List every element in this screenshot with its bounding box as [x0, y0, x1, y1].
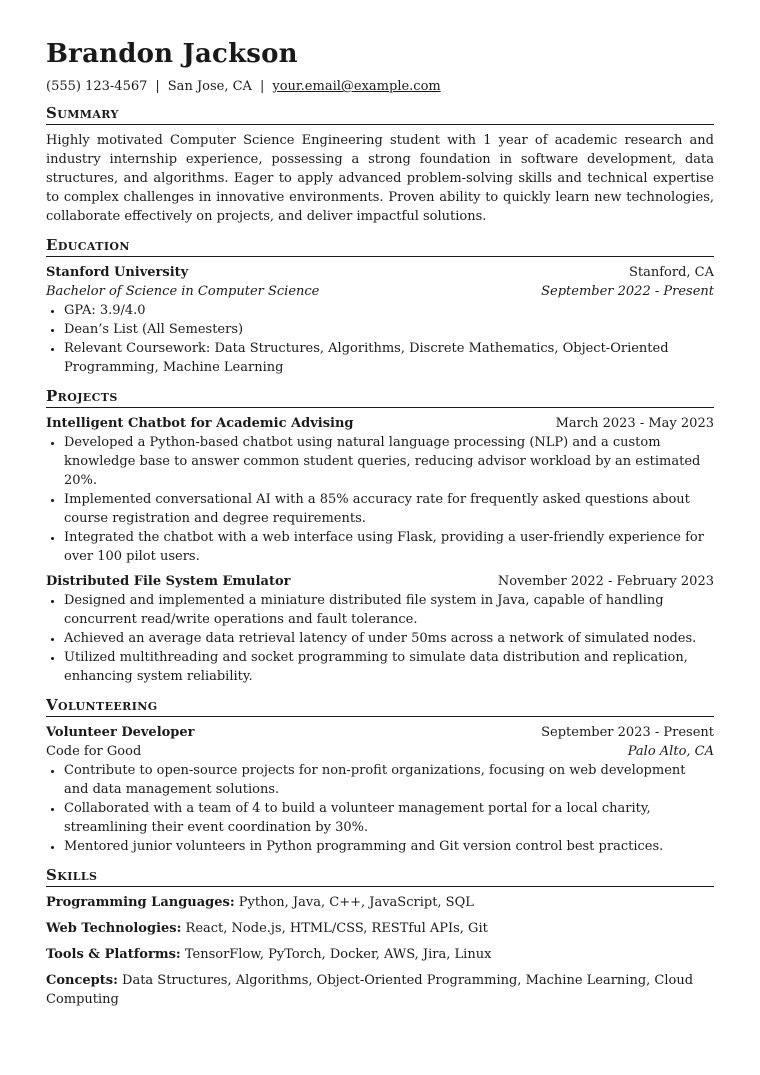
list-item: • Designed and implemented a miniature distributed file system in Java, capable of handling concurrent read/write operations and fault tolerance. — [64, 591, 714, 629]
project-bullets — [46, 433, 714, 566]
project-entry — [46, 414, 714, 566]
skill-value: React, Node.js, HTML/CSS, RESTful APIs, Git — [185, 921, 488, 936]
phone-number: (555) 123-4567 — [46, 79, 148, 94]
volunteer-bullets — [46, 761, 714, 856]
skills-section — [46, 866, 714, 1009]
project-dates: November 2022 - February 2023 — [497, 574, 714, 589]
skill-value: Data Structures, Algorithms, Object-Oriented Programming, Machine Learning, Cloud Computing — [46, 973, 694, 1007]
list-item: • GPA: 3.9/4.0 — [64, 301, 714, 320]
skill-line — [46, 893, 714, 912]
education-bullets — [46, 301, 714, 377]
volunteering-section — [46, 696, 714, 856]
section-title-summary: Summary — [46, 104, 714, 125]
candidate-name: Brandon Jackson — [46, 39, 298, 69]
list-item: • Mentored junior volunteers in Python programming and Git version control best practices. — [64, 837, 714, 856]
email-link[interactable]: your.email@example.com — [272, 79, 441, 94]
volunteer-header-row — [46, 723, 714, 742]
list-item: • Collaborated with a team of 4 to build a volunteer management portal for a local charity, streamlining their event coordination by 30%. — [64, 799, 714, 837]
project-dates: March 2023 - May 2023 — [555, 416, 714, 431]
skill-line — [46, 919, 714, 938]
degree: Bachelor of Science in Computer Science — [46, 284, 320, 299]
skill-line — [46, 945, 714, 964]
summary-section — [46, 104, 714, 226]
skill-label: Web Technologies: — [46, 921, 182, 936]
project-entry — [46, 572, 714, 686]
skill-label: Concepts: — [46, 973, 118, 988]
skill-value: Python, Java, C++, JavaScript, SQL — [238, 895, 474, 910]
project-header-row — [46, 414, 714, 433]
list-item: • Implemented conversational AI with a 85% accuracy rate for frequently asked questions about course registration and degree requirements. — [64, 490, 714, 528]
location: San Jose, CA — [167, 79, 252, 94]
school-location: Stanford, CA — [628, 265, 714, 280]
list-item: • Achieved an average data retrieval latency of under 50ms across a network of simulated nodes. — [64, 629, 714, 648]
section-title-skills: Skills — [46, 866, 714, 887]
section-title-education: Education — [46, 236, 714, 257]
education-dates: September 2022 - Present — [541, 284, 714, 299]
list-item: • Developed a Python-based chatbot using natural language processing (NLP) and a custom knowledge base to answer common student queries, reducing advisor workload by an estimated 20%. — [64, 433, 714, 490]
project-header-row — [46, 572, 714, 591]
skill-label: Programming Languages: — [46, 895, 235, 910]
project-name: Intelligent Chatbot for Academic Advising — [46, 416, 354, 431]
projects-section — [46, 387, 714, 686]
list-item: • Utilized multithreading and socket programming to simulate data distribution and replication, enhancing system reliability. — [64, 648, 714, 686]
project-name: Distributed File System Emulator — [46, 574, 291, 589]
volunteer-org: Code for Good — [46, 744, 142, 759]
volunteer-dates: September 2023 - Present — [541, 725, 714, 740]
skill-value: TensorFlow, PyTorch, Docker, AWS, Jira, Linux — [184, 947, 492, 962]
list-item: • Contribute to open-source projects for non-profit organizations, focusing on web development and data management solutions. — [64, 761, 714, 799]
list-item: • Integrated the chatbot with a web interface using Flask, providing a user-friendly experience for over 100 pilot users. — [64, 528, 714, 566]
education-header-row — [46, 263, 714, 282]
project-bullets — [46, 591, 714, 686]
volunteer-location: Palo Alto, CA — [627, 744, 714, 759]
list-item: • Dean’s List (All Semesters) — [64, 320, 714, 339]
school-name: Stanford University — [46, 265, 189, 280]
list-item: • Relevant Coursework: Data Structures, Algorithms, Discrete Mathematics, Object-Oriented Programming, Machine Learning — [64, 339, 714, 377]
section-title-volunteering: Volunteering — [46, 696, 714, 717]
education-section — [46, 236, 714, 377]
contact-separator: | — [259, 79, 265, 94]
education-degree-row — [46, 282, 714, 301]
contact-line — [46, 78, 714, 96]
section-title-projects: Projects — [46, 387, 714, 408]
skill-label: Tools & Platforms: — [46, 947, 181, 962]
volunteer-org-row — [46, 742, 714, 761]
volunteer-role: Volunteer Developer — [46, 725, 195, 740]
contact-separator: | — [155, 79, 160, 94]
summary-text: Highly motivated Computer Science Engineering student with 1 year of academic research and industry internship experience, possessing a strong foundation in software development, data structures, and algorithms. Eager to apply advanced problem-solving skills and technical expertise to complex challenges in innovative environments. Proven ability to quickly learn new technologies, collaborate effectively on projects, and deliver impactful solutions. — [46, 133, 714, 224]
skill-line — [46, 971, 714, 1009]
